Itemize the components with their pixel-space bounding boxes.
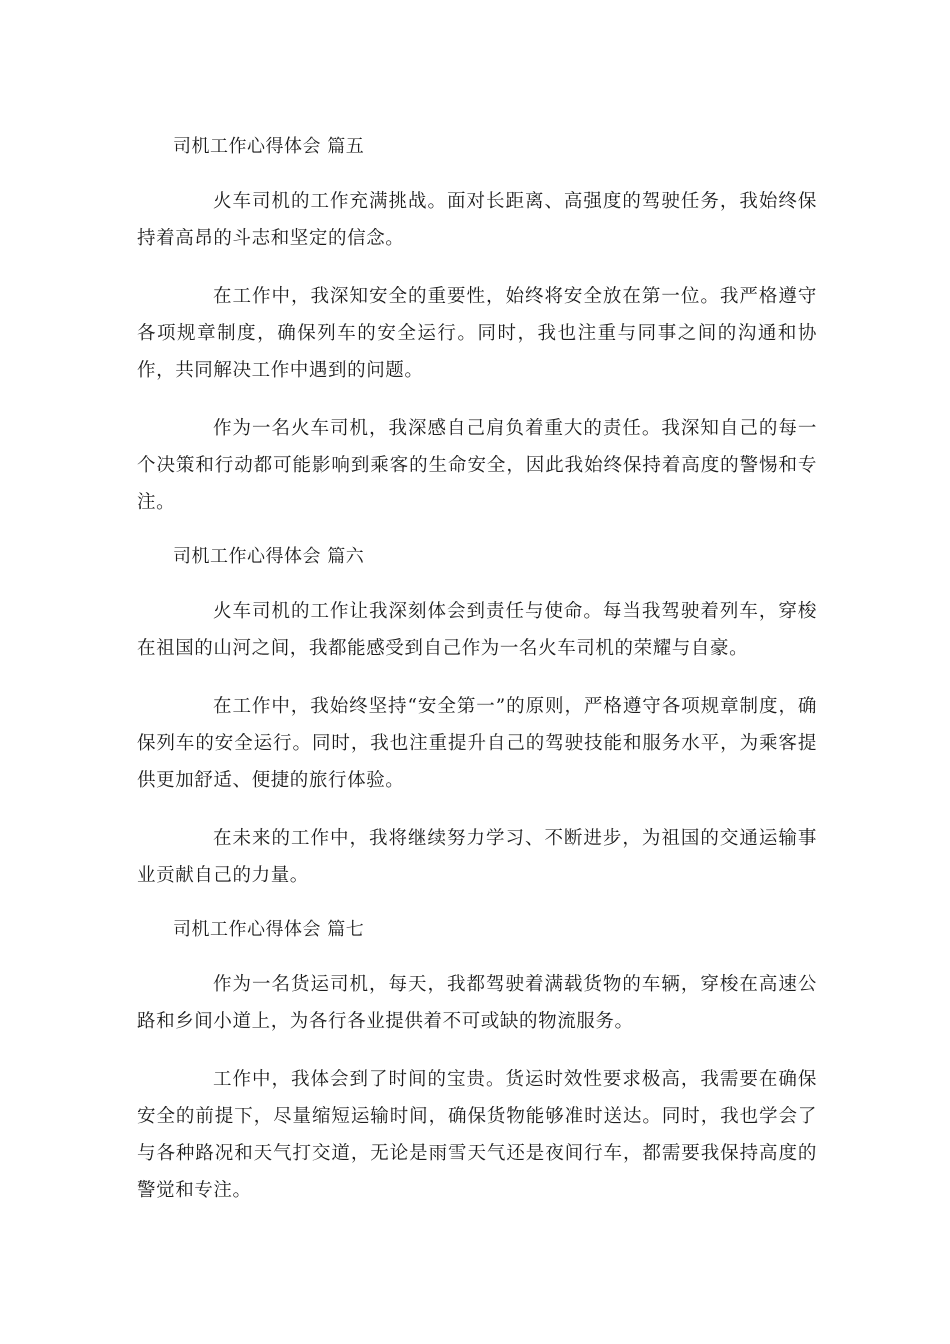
section-heading-7: 司机工作心得体会 篇七 [173, 919, 365, 940]
paragraph: 火车司机的工作充满挑战。面对长距离、高强度的驾驶任务，我始终保持着高昂的斗志和坚定的信念。 [137, 191, 817, 249]
section-heading-6: 司机工作心得体会 篇六 [173, 546, 365, 567]
paragraph: 在未来的工作中，我将继续努力学习、不断进步，为祖国的交通运输事业贡献自己的力量。 [137, 828, 817, 886]
paragraph: 作为一名火车司机，我深感自己肩负着重大的责任。我深知自己的每一个决策和行动都可能影响到乘客的生命安全，因此我始终保持着高度的警惕和专注。 [137, 418, 817, 513]
section-heading-5: 司机工作心得体会 篇五 [173, 136, 365, 157]
paragraph: 作为一名货运司机，每天，我都驾驶着满载货物的车辆，穿梭在高速公路和乡间小道上，为各行各业提供着不可或缺的物流服务。 [137, 974, 817, 1032]
document-page [137, 132, 817, 1230]
paragraph: 在工作中，我始终坚持“安全第一”的原则，严格遵守各项规章制度，确保列车的安全运行。同时，我也注重提升自己的驾驶技能和服务水平，为乘客提供更加舒适、便捷的旅行体验。 [137, 696, 817, 791]
paragraph: 工作中，我体会到了时间的宝贵。货运时效性要求极高，我需要在确保安全的前提下，尽量缩短运输时间，确保货物能够准时送达。同时，我也学会了与各种路况和天气打交道，无论是雨雪天气还是夜间行车，都需要我保持高度的警觉和专注。 [137, 1069, 817, 1201]
paragraph: 在工作中，我深知安全的重要性，始终将安全放在第一位。我严格遵守各项规章制度，确保列车的安全运行。同时，我也注重与同事之间的沟通和协作，共同解决工作中遇到的问题。 [137, 286, 817, 381]
paragraph: 火车司机的工作让我深刻体会到责任与使命。每当我驾驶着列车，穿梭在祖国的山河之间，我都能感受到自己作为一名火车司机的荣耀与自豪。 [137, 601, 817, 659]
